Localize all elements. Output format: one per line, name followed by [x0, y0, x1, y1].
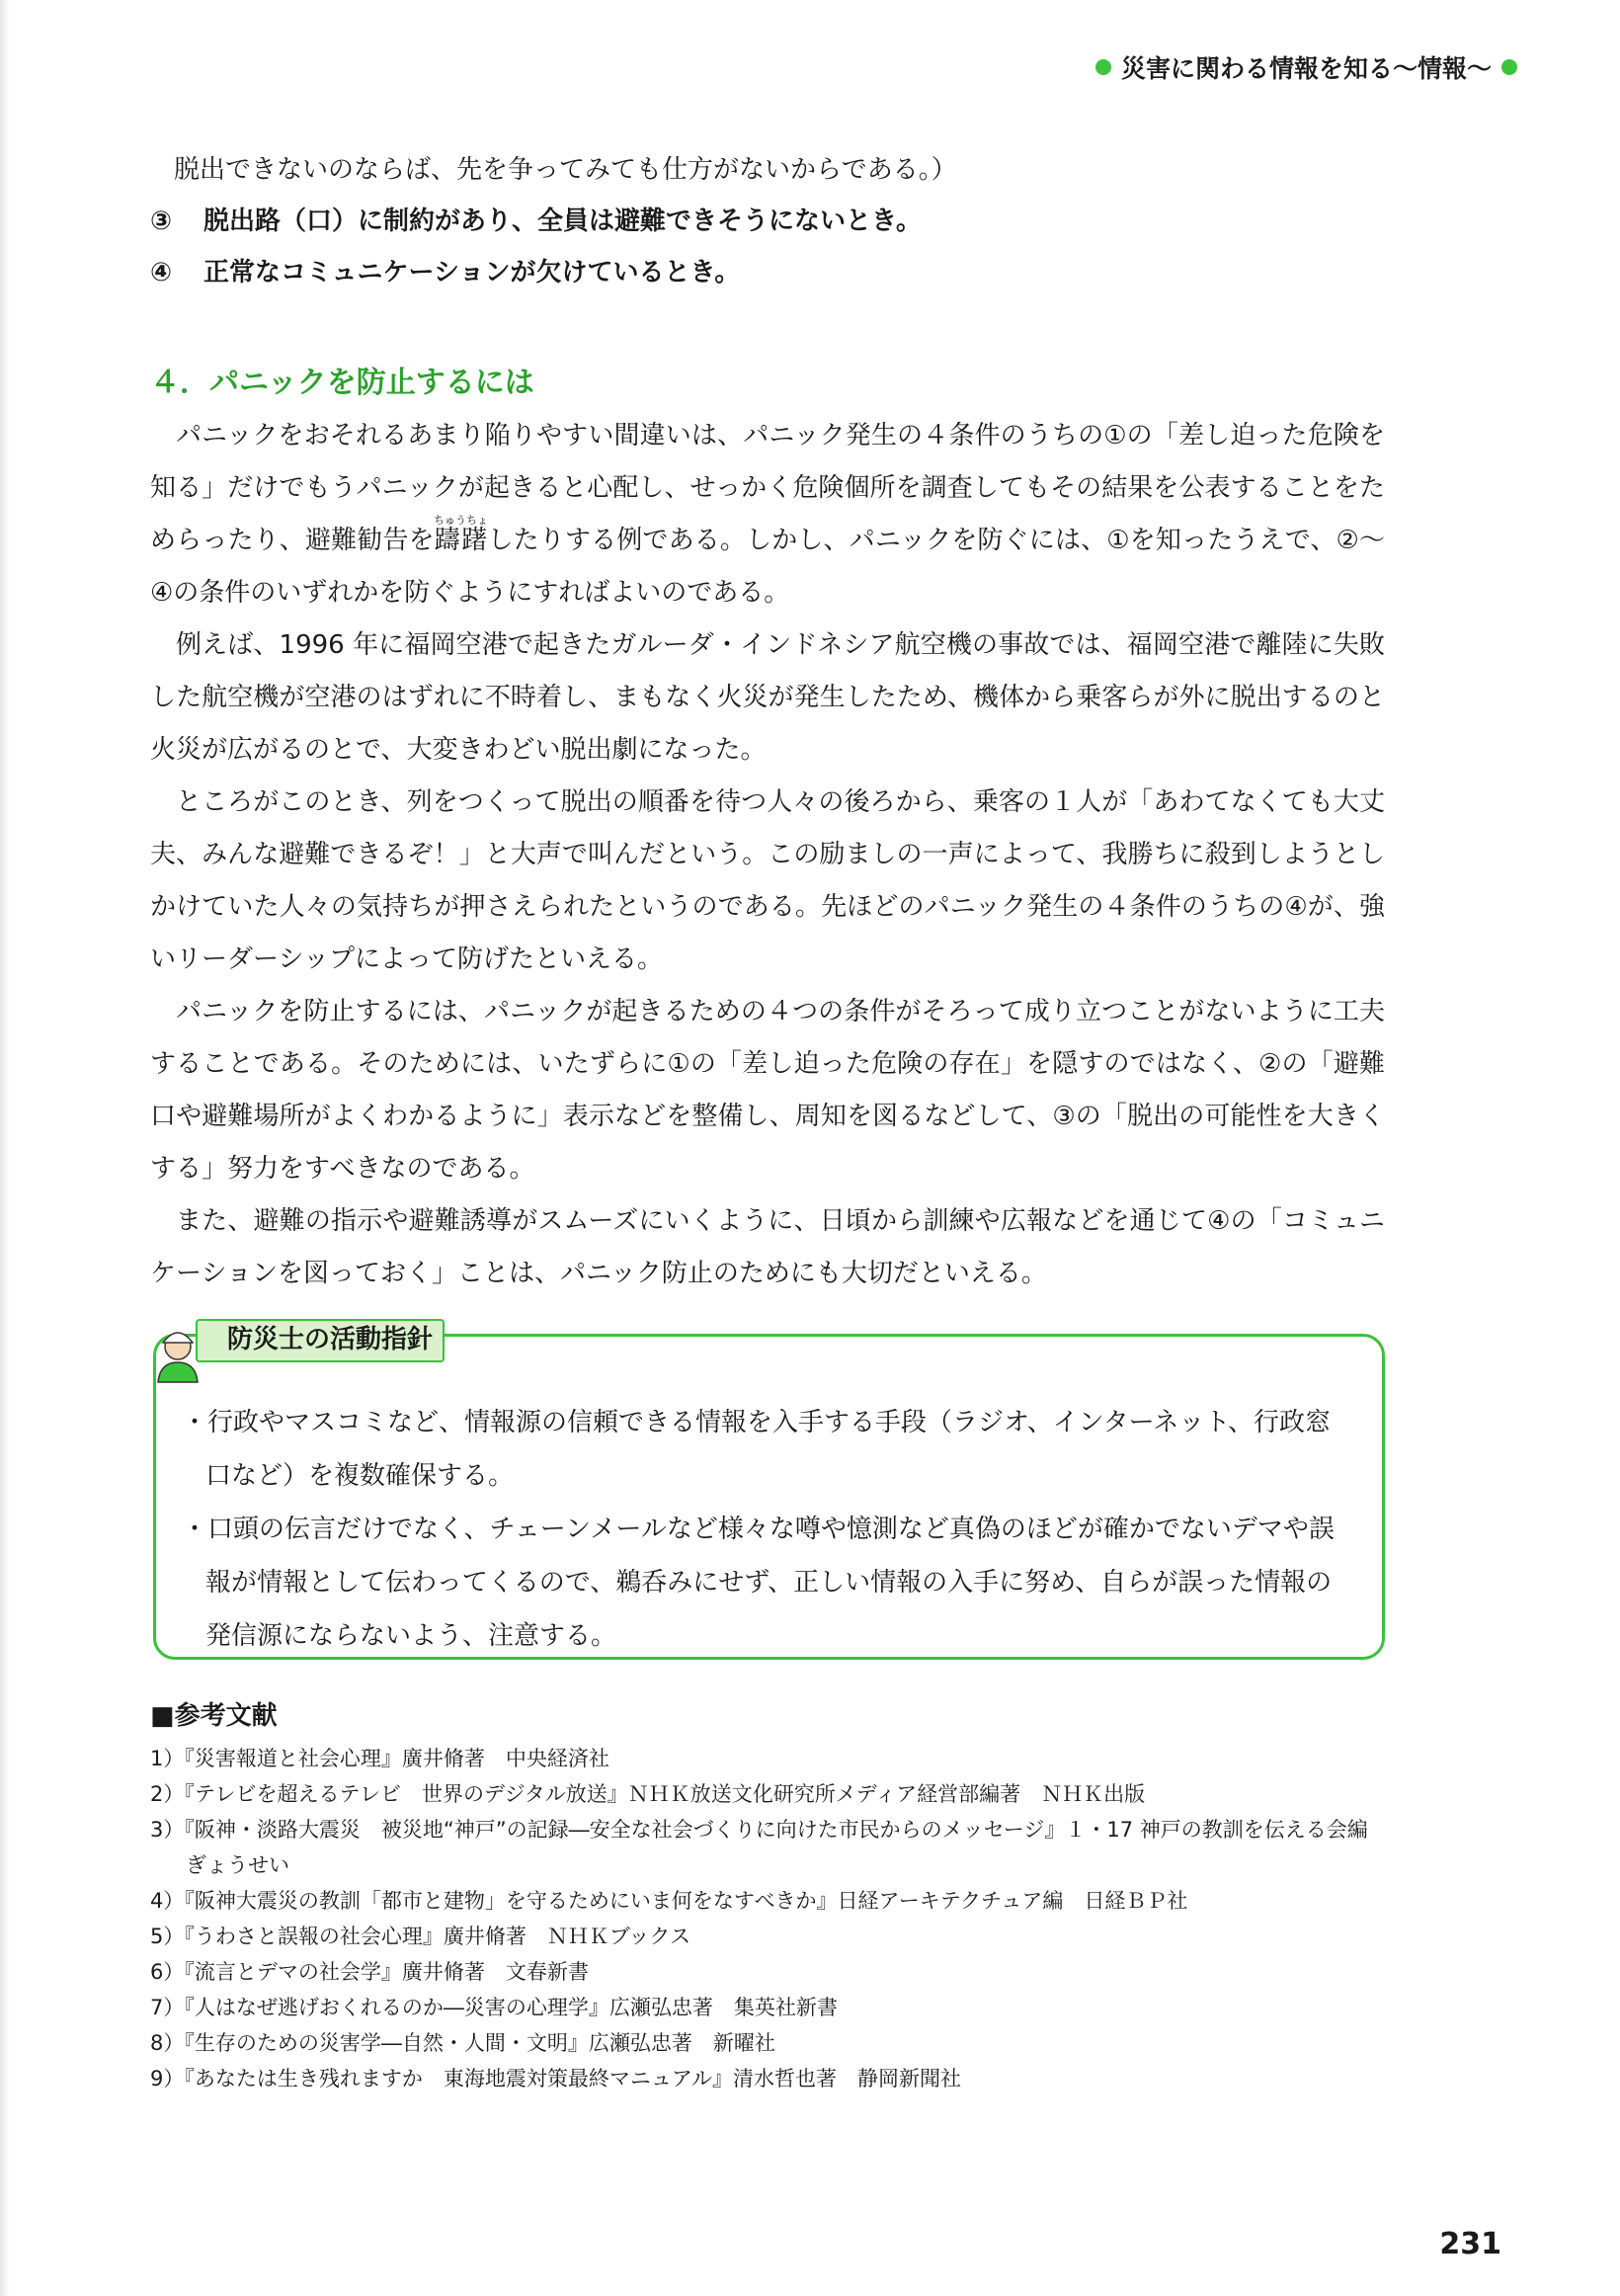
activity-guideline-box	[153, 1325, 1385, 1660]
reference-item: 5）『うわさと誤報の社会心理』廣井脩著 ＮＨＫブックス	[150, 1925, 691, 1948]
page-edge-shadow	[0, 0, 10, 2296]
paragraph: パニックを防止するには、パニックが起きるための４つの条件がそろって成り立つことがないように工夫することである。そのためには、いたずらに①の「差し迫った危険の存在」を隠すのではなく、②の「避難口や避難場所がよくわかるように」表示などを整備し、周知を図るなどして、③の「脱出の可能性を大きくする」努力をすべきなのである。	[150, 997, 1385, 1184]
condition-number: ③	[150, 206, 173, 236]
ruby-word: 躊躇ちゅうちょ	[434, 514, 489, 555]
green-dot-icon	[1501, 59, 1517, 75]
reference-item: 9）『あなたは生き残れますか 東海地震対策最終マニュアル』清水哲也著 静岡新聞社	[150, 2067, 962, 2091]
reference-item: 1）『災害報道と社会心理』廣井脩著 中央経済社	[150, 1747, 609, 1770]
paragraph: また、避難の指示や避難誘導がスムーズにいくように、日頃から訓練や広報などを通じて④の「コミュニケーションを図っておく」ことは、パニック防止のためにも大切だといえる。	[150, 1206, 1385, 1288]
top-condition-list	[150, 150, 957, 304]
activity-box-title: 防災士の活動指針	[196, 1319, 445, 1362]
references-list	[150, 1741, 1405, 2096]
reference-item: 4）『阪神大震災の教訓「都市と建物」を守るためにいま何をなすべきか』日経アーキテクチュア編 日経ＢＰ社	[150, 1889, 1188, 1913]
condition-item	[150, 253, 957, 304]
references-heading: ■参考文献	[150, 1701, 278, 1731]
running-header-title: 災害に関わる情報を知る〜情報〜	[1120, 54, 1492, 83]
body-text	[150, 410, 1385, 1300]
activity-list	[182, 1396, 1348, 1663]
paragraph: ところがこのとき、列をつくって脱出の順番を待つ人々の後ろから、乗客の１人が「あわてなくても大丈夫、みんな避難できるぞ！」と大声で叫んだという。この励ましの一声によって、我勝ちに殺到しようとしかけていた人々の気持ちが押さえられたというのである。先ほどのパニック発生の４条件のうちの④が、強いリーダーシップによって防げたといえる。	[150, 787, 1385, 974]
paragraph: 例えば、1996 年に福岡空港で起きたガルーダ・インドネシア航空機の事故では、福岡空港で離陸に失敗した航空機が空港のはずれに不時着し、まもなく火災が発生したため、機体から乗客らが外に脱出するのと火災が広がるのとで、大変きわどい脱出劇になった。	[150, 630, 1385, 765]
condition-item	[150, 202, 957, 253]
section-heading: ４．パニックを防止するには	[150, 366, 534, 400]
page-number: 231	[1439, 2227, 1501, 2261]
condition-text: 正常なコミュニケーションが欠けているとき。	[203, 258, 741, 287]
condition-number: ④	[150, 258, 173, 287]
condition-text: 脱出路（口）に制約があり、全員は避難できそうにないとき。	[203, 206, 922, 236]
reference-item: 6）『流言とデマの社会学』廣井脩著 文春新書	[150, 1960, 589, 1984]
activity-item: ・口頭の伝言だけでなく、チェーンメールなど様々な噂や憶測など真偽のほどが確かでないデマや誤報が情報として伝わってくるので、鵜呑みにせず、正しい情報の入手に努め、自らが誤った情報の発信源にならないよう、注意する。	[182, 1515, 1335, 1651]
green-dot-icon	[1095, 59, 1111, 75]
paragraph: パニックをおそれるあまり陥りやすい間違いは、パニック発生の４条件のうちの①の「差し迫った危険を知る」だけでもうパニックが起きると心配し、せっかく危険個所を調査してもその結果を公表することをためらったり、避難勧告を躊躇ちゅうちょしたりする例である。しかし、パニックを防ぐには、①を知ったうえで、②〜④の条件のいずれかを防ぐようにすればよいのである。	[150, 421, 1385, 608]
reference-item: 7）『人はなぜ逃げおくれるのか―災害の心理学』広瀬弘忠著 集英社新書	[150, 1996, 838, 2019]
continued-line: 脱出できないのならば、先を争ってみても仕方がないからである。）	[174, 155, 957, 185]
running-header	[1095, 49, 1517, 85]
reference-item: 2）『テレビを超えるテレビ 世界のデジタル放送』ＮＨＫ放送文化研究所メディア経営部編著 ＮＨＫ出版	[150, 1782, 1146, 1806]
reference-item: 8）『生存のための災害学―自然・人間・文明』広瀬弘忠著 新曜社	[150, 2031, 775, 2055]
activity-item: ・行政やマスコミなど、情報源の信頼できる情報を入手する手段（ラジオ、インターネット、行政窓口など）を複数確保する。	[182, 1408, 1331, 1491]
reference-item: 3）『阪神・淡路大震災 被災地“神戸”の記録―安全な社会づくりに向けた市民からのメッセージ』１・17 神戸の教訓を伝える会編 ぎょうせい	[150, 1818, 1389, 1877]
